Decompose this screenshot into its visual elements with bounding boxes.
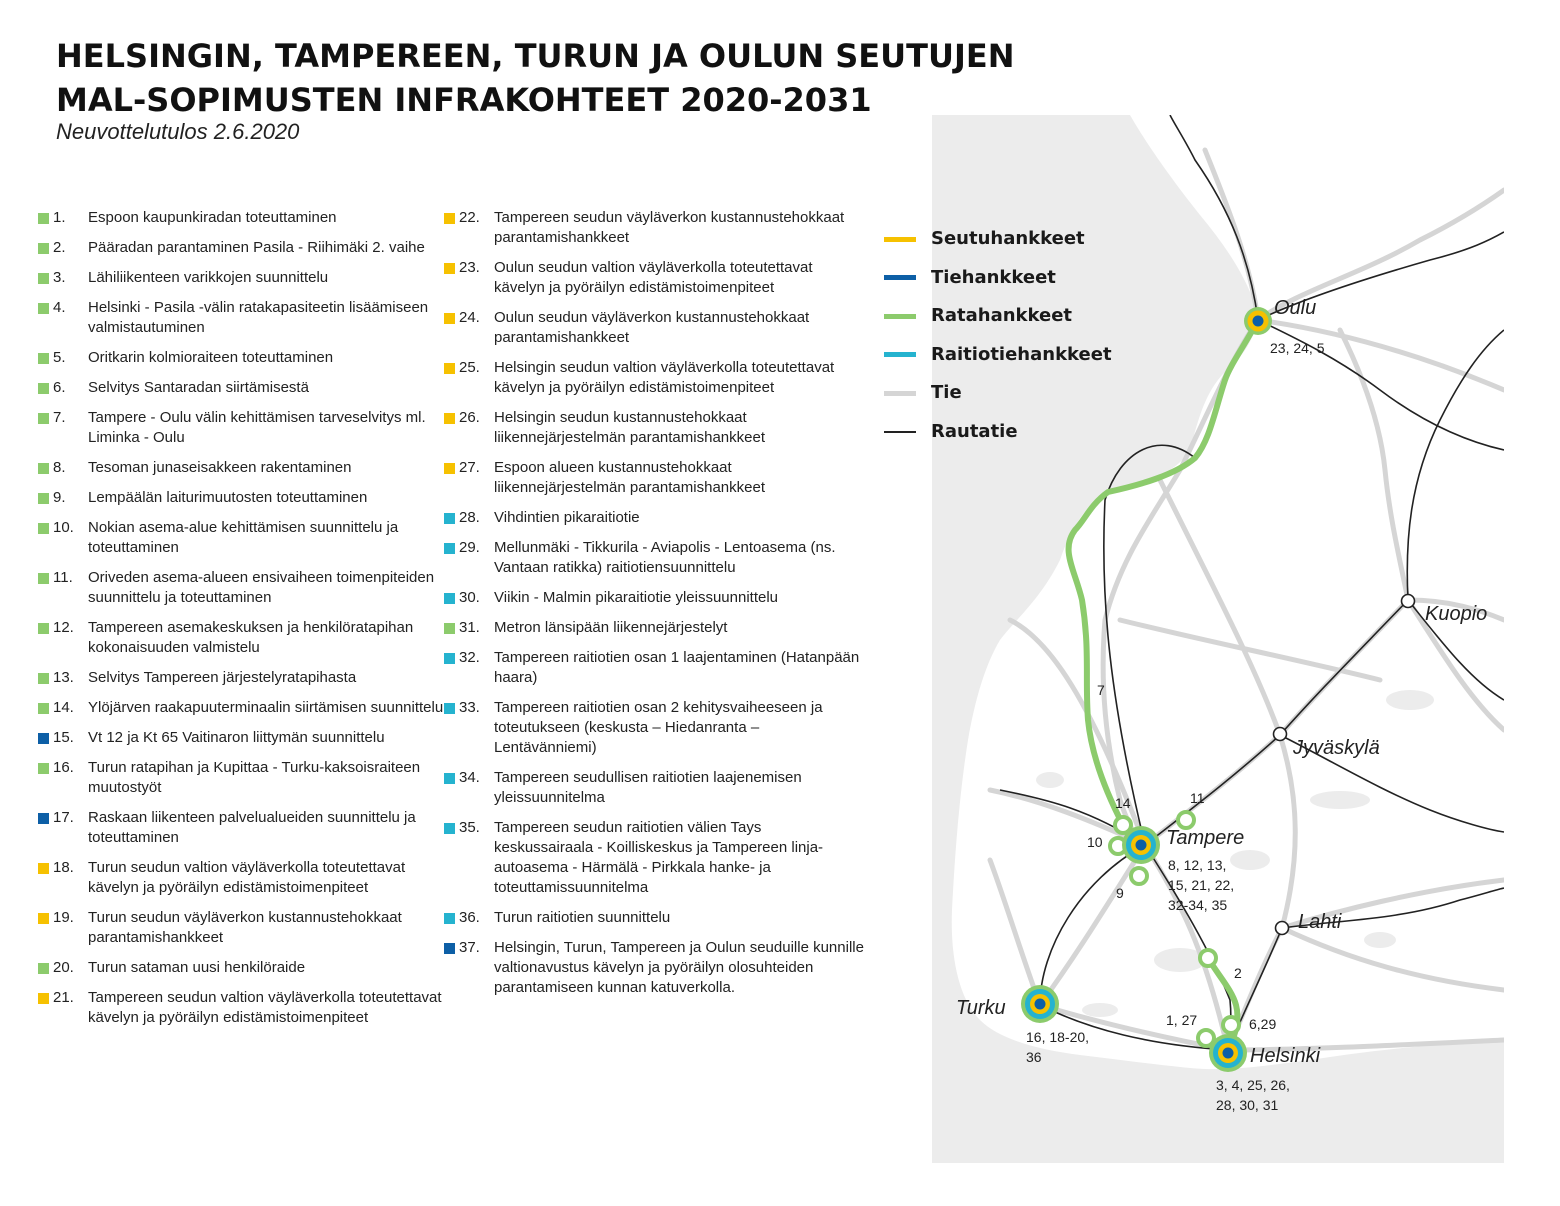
- legend-label: Ratahankkeet: [931, 305, 1073, 327]
- category-swatch: [38, 813, 49, 824]
- project-number: 8.: [53, 459, 66, 476]
- project-text: Helsinki - Pasila -välin ratakapasiteetin lisäämiseen valmistautuminen: [88, 299, 429, 336]
- jyvaskyla-marker: [1274, 728, 1287, 741]
- project-item: [38, 458, 458, 478]
- category-swatch: [444, 703, 455, 714]
- project-item: [38, 758, 458, 798]
- project-number: 21.: [53, 989, 74, 1006]
- project-number: 22.: [459, 209, 480, 226]
- project-item: [444, 908, 864, 928]
- turku-marker: [1021, 985, 1059, 1023]
- helsinki-projects: [1216, 1075, 1290, 1115]
- legend-item: [884, 374, 1112, 413]
- category-swatch: [38, 353, 49, 364]
- project-item: [444, 648, 864, 688]
- project-item: [444, 258, 864, 298]
- turku-projects: [1026, 1027, 1089, 1067]
- project-number: 37.: [459, 939, 480, 956]
- project-number: 29.: [459, 539, 480, 556]
- project-text: Tampereen asemakeskuksen ja henkilöratapihan kokonaisuuden valmistelu: [88, 619, 414, 656]
- project-item: [444, 818, 864, 898]
- category-swatch: [38, 413, 49, 424]
- project-item: [38, 348, 458, 368]
- ring-11: [1178, 812, 1194, 828]
- project-item: [444, 698, 864, 758]
- project-text: Selvitys Santaradan siirtämisestä: [88, 379, 309, 396]
- project-number: 6.: [53, 379, 66, 396]
- project-number: 19.: [53, 909, 74, 926]
- project-number: 16.: [53, 759, 74, 776]
- legend-line-swatch: [884, 391, 916, 396]
- project-number: 35.: [459, 819, 480, 836]
- project-text: Tampereen seudun valtion väyläverkolla toteutettavat kävelyn ja pyöräilyn edistämistoimenpiteet: [88, 989, 442, 1026]
- legend-item: [884, 413, 1112, 452]
- project-item: [38, 408, 458, 448]
- project-item: [444, 458, 864, 498]
- legend-label: Tiehankkeet: [931, 266, 1056, 288]
- project-number: 30.: [459, 589, 480, 606]
- project-text: Tampereen seudun raitiotien välien Tays keskussairaala - Koilliskeskus ja Tampereen linja-autoasema - Härmälä - Pirkkala hanke- ja toteuttamissuunnitelma: [494, 819, 824, 896]
- project-list-column-2: [444, 208, 864, 1008]
- category-swatch: [444, 363, 455, 374]
- project-item: [444, 358, 864, 398]
- category-swatch: [38, 273, 49, 284]
- title-line-1: HELSINGIN, TAMPEREEN, TURUN JA OULUN SEUTUJEN: [56, 37, 1015, 75]
- tampere-marker: [1122, 826, 1160, 864]
- category-swatch: [38, 213, 49, 224]
- project-number: 7.: [53, 409, 66, 426]
- category-swatch: [444, 623, 455, 634]
- project-text: Vt 12 ja Kt 65 Vaitinaron liittymän suunnittelu: [88, 729, 385, 746]
- project-text: Turun sataman uusi henkilöraide: [88, 959, 306, 976]
- project-item: [38, 488, 458, 508]
- project-text: Espoon kaupunkiradan toteuttaminen: [88, 209, 337, 226]
- category-swatch: [38, 623, 49, 634]
- project-number: 31.: [459, 619, 480, 636]
- category-swatch: [38, 763, 49, 774]
- ring-6-29: [1223, 1017, 1239, 1033]
- category-swatch: [38, 703, 49, 714]
- project-text: Turun raitiotien suunnittelu: [494, 909, 671, 926]
- project-text: Lempäälän laiturimuutosten toteuttaminen: [88, 489, 368, 506]
- project-label-1-27: 1, 27: [1166, 1012, 1198, 1028]
- project-text: Helsingin seudun kustannustehokkaat liikennejärjestelmän parantamishankkeet: [494, 409, 765, 446]
- category-swatch: [444, 543, 455, 554]
- project-label-2: 2: [1234, 965, 1242, 981]
- project-text: Tampereen raitiotien osan 2 kehitysvaiheeseen ja toteutukseen (keskusta – Hiedanranta – Lentävänniemi): [494, 699, 823, 756]
- project-number: 28.: [459, 509, 480, 526]
- project-text: Vihdintien pikaraitiotie: [494, 509, 640, 526]
- city-label-tampere: Tampere: [1166, 827, 1245, 849]
- project-text: Selvitys Tampereen järjestelyratapihasta: [88, 669, 357, 686]
- project-label-9: 9: [1116, 885, 1124, 901]
- city-label-jyvaskyla: Jyväskylä: [1293, 737, 1380, 759]
- project-item: [38, 858, 458, 898]
- project-label-6-29: 6,29: [1249, 1016, 1277, 1032]
- project-text: Helsingin seudun valtion väyläverkolla toteutettavat kävelyn ja pyöräilyn edistämistoimenpiteet: [494, 359, 835, 396]
- project-item: [38, 668, 458, 688]
- project-number: 25.: [459, 359, 480, 376]
- project-item: [444, 508, 864, 528]
- project-text: Turun seudun valtion väyläverkolla toteutettavat kävelyn ja pyöräilyn edistämistoimenpiteet: [88, 859, 406, 896]
- legend-line-swatch: [884, 314, 916, 319]
- category-swatch: [444, 513, 455, 524]
- project-text: Nokian asema-alue kehittämisen suunnittelu ja toteuttaminen: [88, 519, 399, 556]
- project-item: [38, 268, 458, 288]
- project-list-column-1: [38, 208, 458, 1038]
- project-text: Pääradan parantaminen Pasila - Riihimäki 2. vaihe: [88, 239, 425, 256]
- project-number: 26.: [459, 409, 480, 426]
- project-number: 5.: [53, 349, 66, 366]
- project-text: Mellunmäki - Tikkurila - Aviapolis - Lentoasema (ns. Vantaan ratikka) raitiotiensuunnittelu: [494, 539, 836, 576]
- project-number: 23.: [459, 259, 480, 276]
- project-number: 24.: [459, 309, 480, 326]
- project-text: Oritkarin kolmioraiteen toteuttaminen: [88, 349, 334, 366]
- category-swatch: [38, 523, 49, 534]
- project-number: 9.: [53, 489, 66, 506]
- ring-14: [1115, 817, 1131, 833]
- project-text: Raskaan liikenteen palvelualueiden suunnittelu ja toteuttaminen: [88, 809, 416, 846]
- project-number: 34.: [459, 769, 480, 786]
- lahti-marker: [1276, 922, 1289, 935]
- project-item: [38, 238, 458, 258]
- tampere-projects-line-2: 15, 21, 22,: [1168, 877, 1235, 893]
- project-text: Oulun seudun väyläverkon kustannustehokkaat parantamishankkeet: [494, 309, 810, 346]
- project-label-14: 14: [1115, 795, 1131, 811]
- category-swatch: [38, 993, 49, 1004]
- category-swatch: [38, 303, 49, 314]
- turku-projects-line-1: 16, 18-20,: [1026, 1029, 1090, 1045]
- project-number: 1.: [53, 209, 66, 226]
- city-label-lahti: Lahti: [1298, 911, 1342, 933]
- legend-item: [884, 220, 1112, 259]
- project-number: 3.: [53, 269, 66, 286]
- project-number: 27.: [459, 459, 480, 476]
- project-text: Ylöjärven raakapuuterminaalin siirtämisen suunnittelu: [88, 699, 444, 716]
- project-item: [38, 728, 458, 748]
- category-swatch: [38, 463, 49, 474]
- project-text: Helsingin, Turun, Tampereen ja Oulun seuduille kunnille valtionavustus kävelyn ja pyöräilyn olosuhteiden parantamiseen kunnan katuverkolla.: [494, 939, 864, 996]
- category-swatch: [444, 463, 455, 474]
- project-item: [38, 808, 458, 848]
- map-legend: [884, 220, 1112, 451]
- ring-2: [1200, 950, 1216, 966]
- category-swatch: [38, 733, 49, 744]
- project-item: [444, 308, 864, 348]
- oulu-projects: 23, 24, 5: [1270, 340, 1325, 356]
- tampere-projects-line-1: 8, 12, 13,: [1168, 857, 1227, 873]
- category-swatch: [38, 673, 49, 684]
- legend-item: [884, 336, 1112, 375]
- page-subtitle: Neuvottelutulos 2.6.2020: [56, 119, 300, 144]
- project-item: [444, 538, 864, 578]
- project-item: [38, 698, 458, 718]
- category-swatch: [444, 313, 455, 324]
- project-item: [444, 938, 864, 998]
- category-swatch: [38, 243, 49, 254]
- project-number: 14.: [53, 699, 74, 716]
- category-swatch: [38, 383, 49, 394]
- project-item: [38, 958, 458, 978]
- project-item: [444, 618, 864, 638]
- project-item: [38, 378, 458, 398]
- category-swatch: [444, 773, 455, 784]
- project-label-10: 10: [1087, 834, 1103, 850]
- project-text: Metron länsipään liikennejärjestelyt: [494, 619, 728, 636]
- category-swatch: [444, 413, 455, 424]
- project-text: Espoon alueen kustannustehokkaat liikennejärjestelmän parantamishankkeet: [494, 459, 765, 496]
- project-label-7: 7: [1097, 682, 1105, 698]
- category-swatch: [444, 593, 455, 604]
- project-text: Lähiliikenteen varikkojen suunnittelu: [88, 269, 329, 286]
- legend-label: Raitiotiehankkeet: [931, 343, 1112, 365]
- legend-line-swatch: [884, 352, 916, 357]
- project-number: 20.: [53, 959, 74, 976]
- category-swatch: [38, 963, 49, 974]
- project-item: [38, 298, 458, 338]
- project-item: [444, 408, 864, 448]
- helsinki-projects-line-1: 3, 4, 25, 26,: [1216, 1077, 1290, 1093]
- project-label-11: 11: [1190, 790, 1205, 806]
- project-number: 12.: [53, 619, 74, 636]
- project-text: Tesoman junaseisakkeen rakentaminen: [88, 459, 352, 476]
- project-item: [38, 908, 458, 948]
- project-number: 36.: [459, 909, 480, 926]
- project-number: 15.: [53, 729, 74, 746]
- project-number: 18.: [53, 859, 74, 876]
- legend-line-swatch: [884, 275, 916, 280]
- project-text: Tampere - Oulu välin kehittämisen tarveselvitys ml. Liminka - Oulu: [88, 409, 426, 446]
- project-number: 10.: [53, 519, 74, 536]
- city-label-turku: Turku: [956, 997, 1006, 1019]
- project-item: [38, 518, 458, 558]
- city-label-helsinki: Helsinki: [1250, 1045, 1321, 1067]
- category-swatch: [38, 863, 49, 874]
- page-title: [56, 34, 1014, 122]
- legend-label: Tie: [931, 382, 962, 404]
- project-item: [38, 618, 458, 658]
- helsinki-projects-line-2: 28, 30, 31: [1216, 1097, 1279, 1113]
- legend-item: [884, 297, 1112, 336]
- project-item: [444, 208, 864, 248]
- legend-line-swatch: [884, 431, 916, 433]
- project-item: [444, 588, 864, 608]
- category-swatch: [444, 653, 455, 664]
- project-text: Oulun seudun valtion väyläverkolla toteutettavat kävelyn ja pyöräilyn edistämistoimenpiteet: [494, 259, 813, 296]
- project-text: Turun seudun väyläverkon kustannustehokkaat parantamishankkeet: [88, 909, 402, 946]
- project-number: 17.: [53, 809, 74, 826]
- category-swatch: [444, 213, 455, 224]
- project-text: Tampereen raitiotien osan 1 laajentaminen (Hatanpään haara): [494, 649, 860, 686]
- category-swatch: [444, 823, 455, 834]
- project-item: [38, 208, 458, 228]
- project-item: [444, 768, 864, 808]
- category-swatch: [38, 493, 49, 504]
- ring-9: [1131, 868, 1147, 884]
- city-label-kuopio: Kuopio: [1425, 603, 1488, 625]
- legend-label: Rautatie: [931, 420, 1018, 442]
- project-number: 13.: [53, 669, 74, 686]
- helsinki-marker: [1209, 1034, 1247, 1072]
- tampere-projects-line-3: 32-34, 35: [1168, 897, 1228, 913]
- kuopio-marker: [1402, 595, 1415, 608]
- project-text: Turun ratapihan ja Kupittaa - Turku-kaksoisraiteen muutostyöt: [88, 759, 421, 796]
- oulu-marker: [1244, 307, 1272, 335]
- city-label-oulu: Oulu: [1274, 297, 1317, 319]
- category-swatch: [444, 943, 455, 954]
- legend-label: Seutuhankkeet: [931, 228, 1085, 250]
- project-text: Tampereen seudun väyläverkon kustannustehokkaat parantamishankkeet: [494, 209, 845, 246]
- legend-item: [884, 259, 1112, 298]
- project-number: 4.: [53, 299, 66, 316]
- project-item: [38, 988, 458, 1028]
- turku-projects-line-2: 36: [1026, 1049, 1042, 1065]
- category-swatch: [444, 913, 455, 924]
- category-swatch: [38, 913, 49, 924]
- project-number: 32.: [459, 649, 480, 666]
- project-text: Viikin - Malmin pikaraitiotie yleissuunnittelu: [494, 589, 779, 606]
- title-line-2: MAL-SOPIMUSTEN INFRAKOHTEET 2020-2031: [56, 81, 872, 119]
- project-text: Tampereen seudullisen raitiotien laajenemisen yleissuunnitelma: [494, 769, 802, 806]
- project-text: Oriveden asema-alueen ensivaiheen toimenpiteiden suunnittelu ja toteuttaminen: [88, 569, 435, 606]
- category-swatch: [38, 573, 49, 584]
- project-number: 11.: [53, 569, 73, 586]
- project-number: 33.: [459, 699, 480, 716]
- project-number: 2.: [53, 239, 66, 256]
- category-swatch: [444, 263, 455, 274]
- legend-line-swatch: [884, 237, 916, 242]
- tampere-projects: [1168, 855, 1234, 915]
- project-item: [38, 568, 458, 608]
